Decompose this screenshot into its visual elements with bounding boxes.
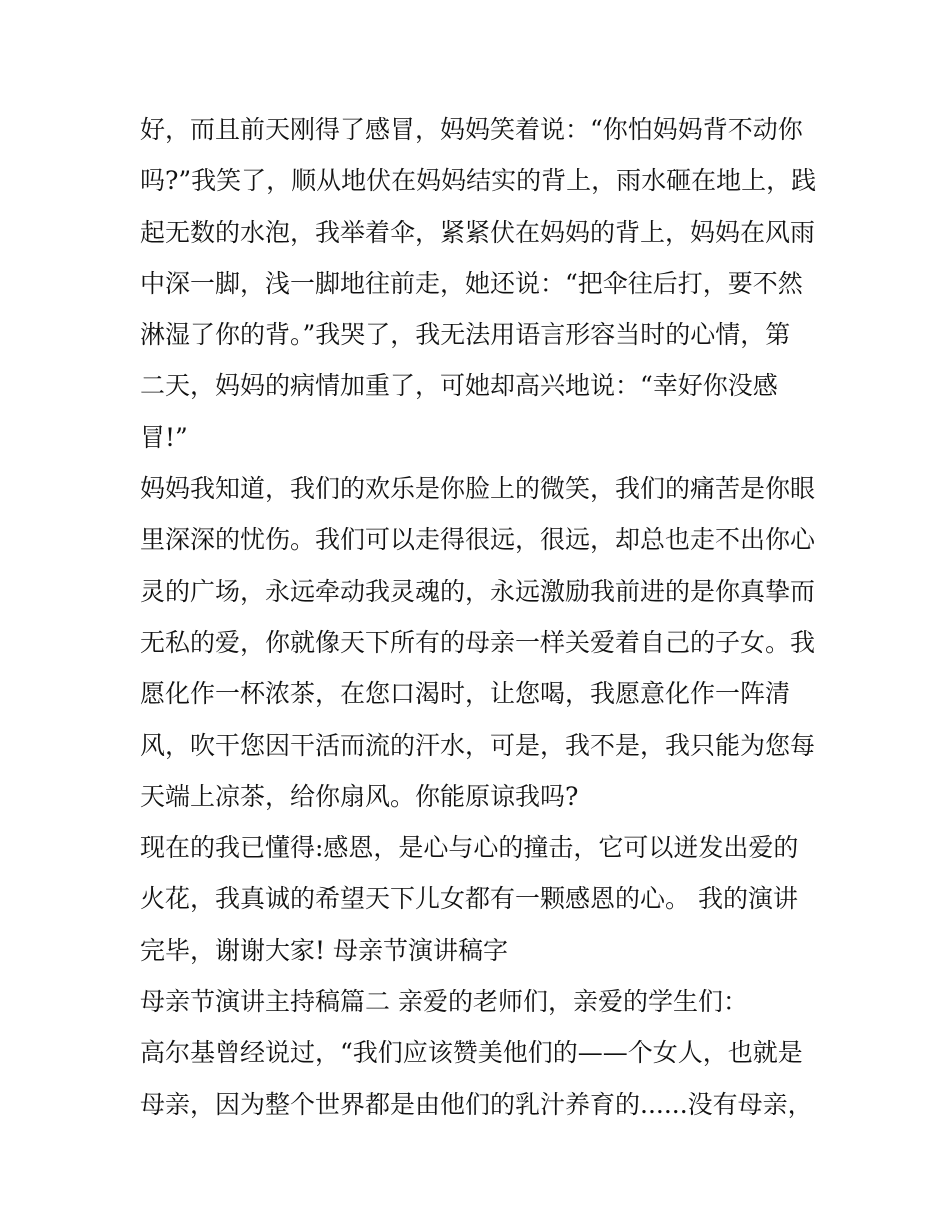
text-line: 现在的我已懂得:感恩，是心与心的撞击，它可以迸发出爱的	[140, 833, 799, 863]
text-line: 冒!”	[140, 422, 188, 452]
text-line: 愿化作一杯浓茶，在您口渴时，让您喝，我愿意化作一阵清	[140, 679, 791, 709]
text-line: 母亲节演讲主持稿篇二 亲爱的老师们，亲爱的学生们：	[140, 987, 748, 1017]
text-line: 吗?”我笑了，顺从地伏在妈妈结实的背上，雨水砸在地上，践	[140, 166, 817, 196]
text-line: 天端上凉茶，给你扇风。你能原谅我吗?	[140, 781, 579, 811]
text-line: 里深深的忧伤。我们可以走得很远，很远，却总也走不出你心	[140, 525, 816, 555]
text-line: 母亲，因为整个世界都是由他们的乳汁养育的......没有母亲，	[140, 1089, 813, 1119]
text-line: 火花，我真诚的希望天下儿女都有一颗感恩的心。 我的演讲	[140, 884, 798, 914]
text-line: 高尔基曾经说过，“我们应该赞美他们的——个女人，也就是	[140, 1038, 803, 1068]
text-line: 好，而且前天刚得了感冒，妈妈笑着说：“你怕妈妈背不动你	[140, 115, 803, 144]
text-line: 二天，妈妈的病情加重了，可她却高兴地说：“幸好你没感	[140, 371, 778, 401]
text-line: 起无数的水泡，我举着伞，紧紧伏在妈妈的背上，妈妈在风雨	[140, 217, 816, 247]
text-line: 淋湿了你的背。”我哭了，我无法用语言形容当时的心情，第	[140, 320, 791, 350]
text-line: 无私的爱，你就像天下所有的母亲一样关爱着自己的子女。我	[140, 627, 816, 657]
text-line: 完毕，谢谢大家! 母亲节演讲稿字	[140, 935, 508, 965]
body-text	[140, 104, 820, 1130]
text-line: 灵的广场，永远牵动我灵魂的，永远激励我前进的是你真挚而	[140, 576, 816, 606]
text-line: 风，吹干您因干活而流的汗水，可是，我不是，我只能为您每	[140, 730, 816, 760]
text-line: 中深一脚，浅一脚地往前走，她还说：“把伞往后打，要不然	[140, 268, 803, 298]
text-line: 妈妈我知道，我们的欢乐是你脸上的微笑，我们的痛苦是你眼	[140, 474, 816, 504]
